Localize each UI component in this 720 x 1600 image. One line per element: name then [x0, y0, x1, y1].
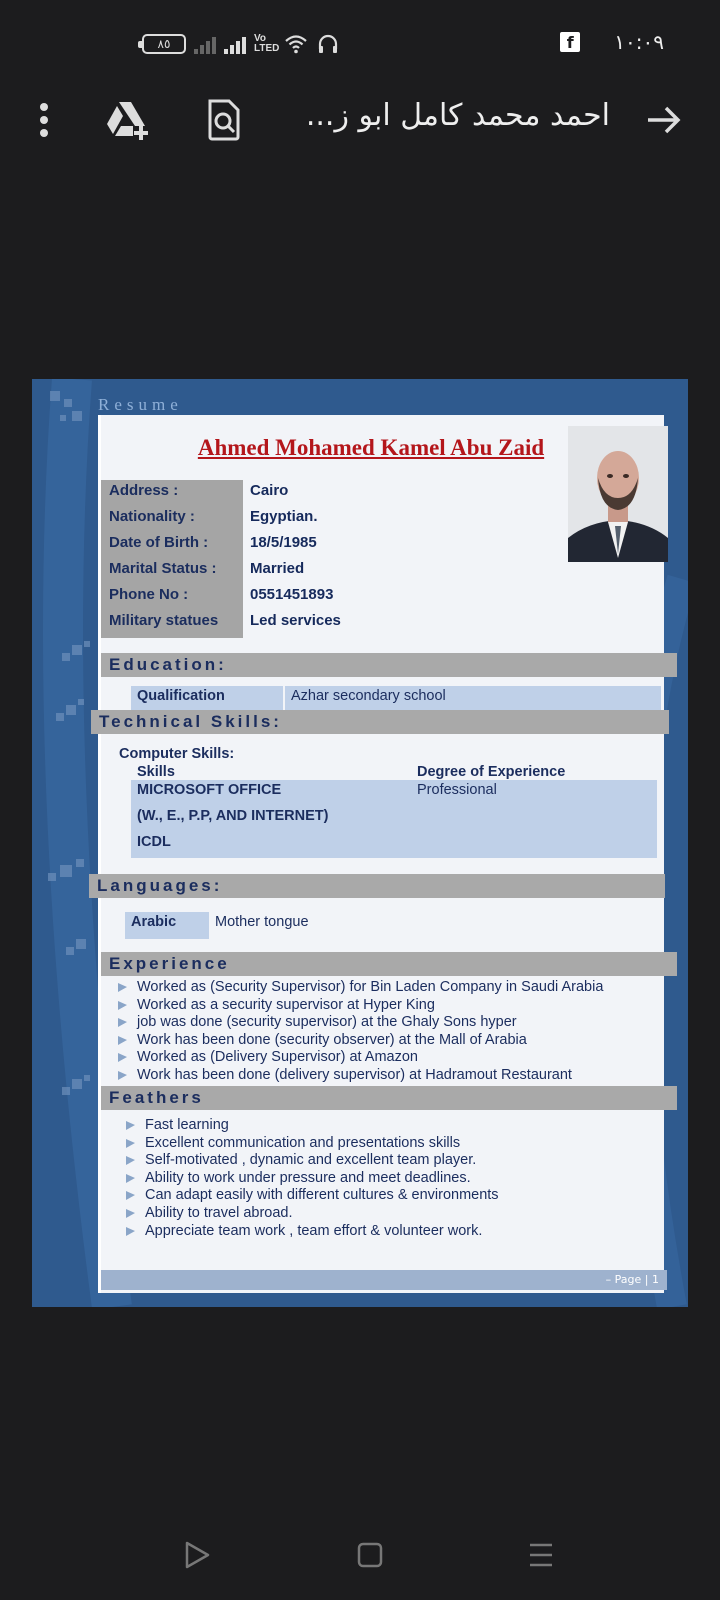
skills-column-header: Skills	[137, 764, 175, 780]
home-square-icon	[356, 1541, 384, 1569]
skill-degree: Professional	[417, 782, 497, 798]
list-item: Work has been done (security observer) at the Mall of Arabia	[117, 1032, 603, 1050]
info-row-address: Address : Cairo	[109, 482, 289, 499]
bullet-icon	[117, 1070, 128, 1081]
section-technical-skills: Technical Skills:	[91, 710, 669, 734]
section-languages: Languages:	[89, 874, 665, 898]
bullet-icon	[125, 1208, 136, 1219]
bullet-icon	[125, 1173, 136, 1184]
clock: ١٠:٠٩	[614, 30, 664, 54]
play-back-icon	[183, 1541, 211, 1569]
section-experience: Experience	[101, 952, 677, 976]
bullet-icon	[125, 1155, 136, 1166]
list-item: Work has been done (delivery supervisor) at Hadramout Restaurant	[117, 1067, 603, 1085]
add-to-drive-button[interactable]	[104, 96, 152, 144]
info-row-phone: Phone No : 0551451893	[109, 586, 334, 603]
signal-sim1-icon	[194, 34, 216, 54]
document-search-icon	[207, 99, 241, 141]
candidate-name: Ahmed Mohamed Kamel Abu Zaid	[197, 435, 545, 460]
list-item: Worked as (Delivery Supervisor) at Amazon	[117, 1049, 603, 1067]
list-item: Worked as (Security Supervisor) for Bin Laden Company in Saudi Arabia	[117, 979, 603, 997]
bullet-icon	[117, 1035, 128, 1046]
more-vertical-icon	[38, 102, 50, 138]
volte-indicator: Vo LTED	[254, 33, 280, 54]
search-in-document-button[interactable]	[200, 96, 248, 144]
app-bar	[0, 88, 720, 152]
battery-icon	[142, 34, 186, 54]
section-feathers: Feathers	[101, 1086, 677, 1110]
home-nav-button[interactable]	[345, 1530, 395, 1580]
bullet-icon	[125, 1226, 136, 1237]
bullet-icon	[117, 982, 128, 993]
section-education: Education:	[101, 653, 677, 677]
drive-add-icon	[105, 100, 151, 140]
back-button[interactable]	[640, 96, 688, 144]
info-row-military: Military statues Led services	[109, 612, 341, 629]
person-portrait-icon	[568, 426, 668, 562]
page-number: – Page | 1	[605, 1273, 659, 1286]
resume-sheet	[98, 415, 664, 1293]
list-item: Appreciate team work , team effort & volunteer work.	[125, 1223, 499, 1241]
headphones-icon	[316, 32, 340, 56]
document-title: احمد محمد كامل ابو ز...	[305, 98, 610, 133]
skill-row: MICROSOFT OFFICE	[137, 782, 282, 798]
profile-photo	[568, 426, 668, 562]
skill-row: (W., E., P.P, AND INTERNET)	[137, 808, 329, 824]
back-nav-button[interactable]	[172, 1530, 222, 1580]
degree-column-header: Degree of Experience	[417, 764, 566, 780]
language-name: Arabic	[125, 912, 209, 939]
info-row-nationality: Nationality : Egyptian.	[109, 508, 318, 525]
bullet-icon	[125, 1120, 136, 1131]
status-bar	[0, 0, 720, 90]
facebook-notification-icon: f	[560, 32, 580, 52]
menu-lines-icon	[527, 1541, 555, 1569]
skill-row: ICDL	[137, 834, 171, 850]
list-item: Self-motivated , dynamic and excellent team player.	[125, 1152, 499, 1170]
recents-nav-button[interactable]	[516, 1530, 566, 1580]
bullet-icon	[117, 1000, 128, 1011]
bullet-icon	[125, 1190, 136, 1201]
wifi-icon	[284, 32, 308, 56]
bullet-icon	[117, 1052, 128, 1063]
feathers-list	[115, 1117, 499, 1240]
education-label: Qualification	[131, 686, 283, 712]
info-row-dob: Date of Birth : 18/5/1985	[109, 534, 317, 551]
education-value: Azhar secondary school	[285, 686, 661, 712]
experience-list	[117, 979, 603, 1085]
more-options-button[interactable]	[20, 96, 68, 144]
resume-watermark: Resume	[98, 395, 183, 414]
computer-skills-subheading: Computer Skills:	[119, 746, 235, 762]
battery-level: ٨٥	[157, 37, 171, 51]
list-item: Can adapt easily with different cultures & environments	[125, 1187, 499, 1205]
list-item: job was done (security supervisor) at the Ghaly Sons hyper	[117, 1014, 603, 1032]
navigation-bar	[0, 1520, 720, 1590]
list-item: Worked as a security supervisor at Hyper King	[117, 997, 603, 1015]
list-item: Excellent communication and presentations skills	[125, 1135, 499, 1153]
list-item: Fast learning	[125, 1117, 499, 1135]
arrow-right-icon	[646, 104, 682, 136]
language-level: Mother tongue	[215, 914, 309, 930]
signal-sim2-icon	[224, 34, 246, 54]
list-item: Ability to travel abroad.	[125, 1205, 499, 1223]
page-footer	[101, 1270, 667, 1290]
info-row-marital: Marital Status : Married	[109, 560, 305, 577]
list-item: Ability to work under pressure and meet deadlines.	[125, 1170, 499, 1188]
bullet-icon	[125, 1138, 136, 1149]
bullet-icon	[117, 1017, 128, 1028]
document-page[interactable]	[32, 379, 688, 1307]
